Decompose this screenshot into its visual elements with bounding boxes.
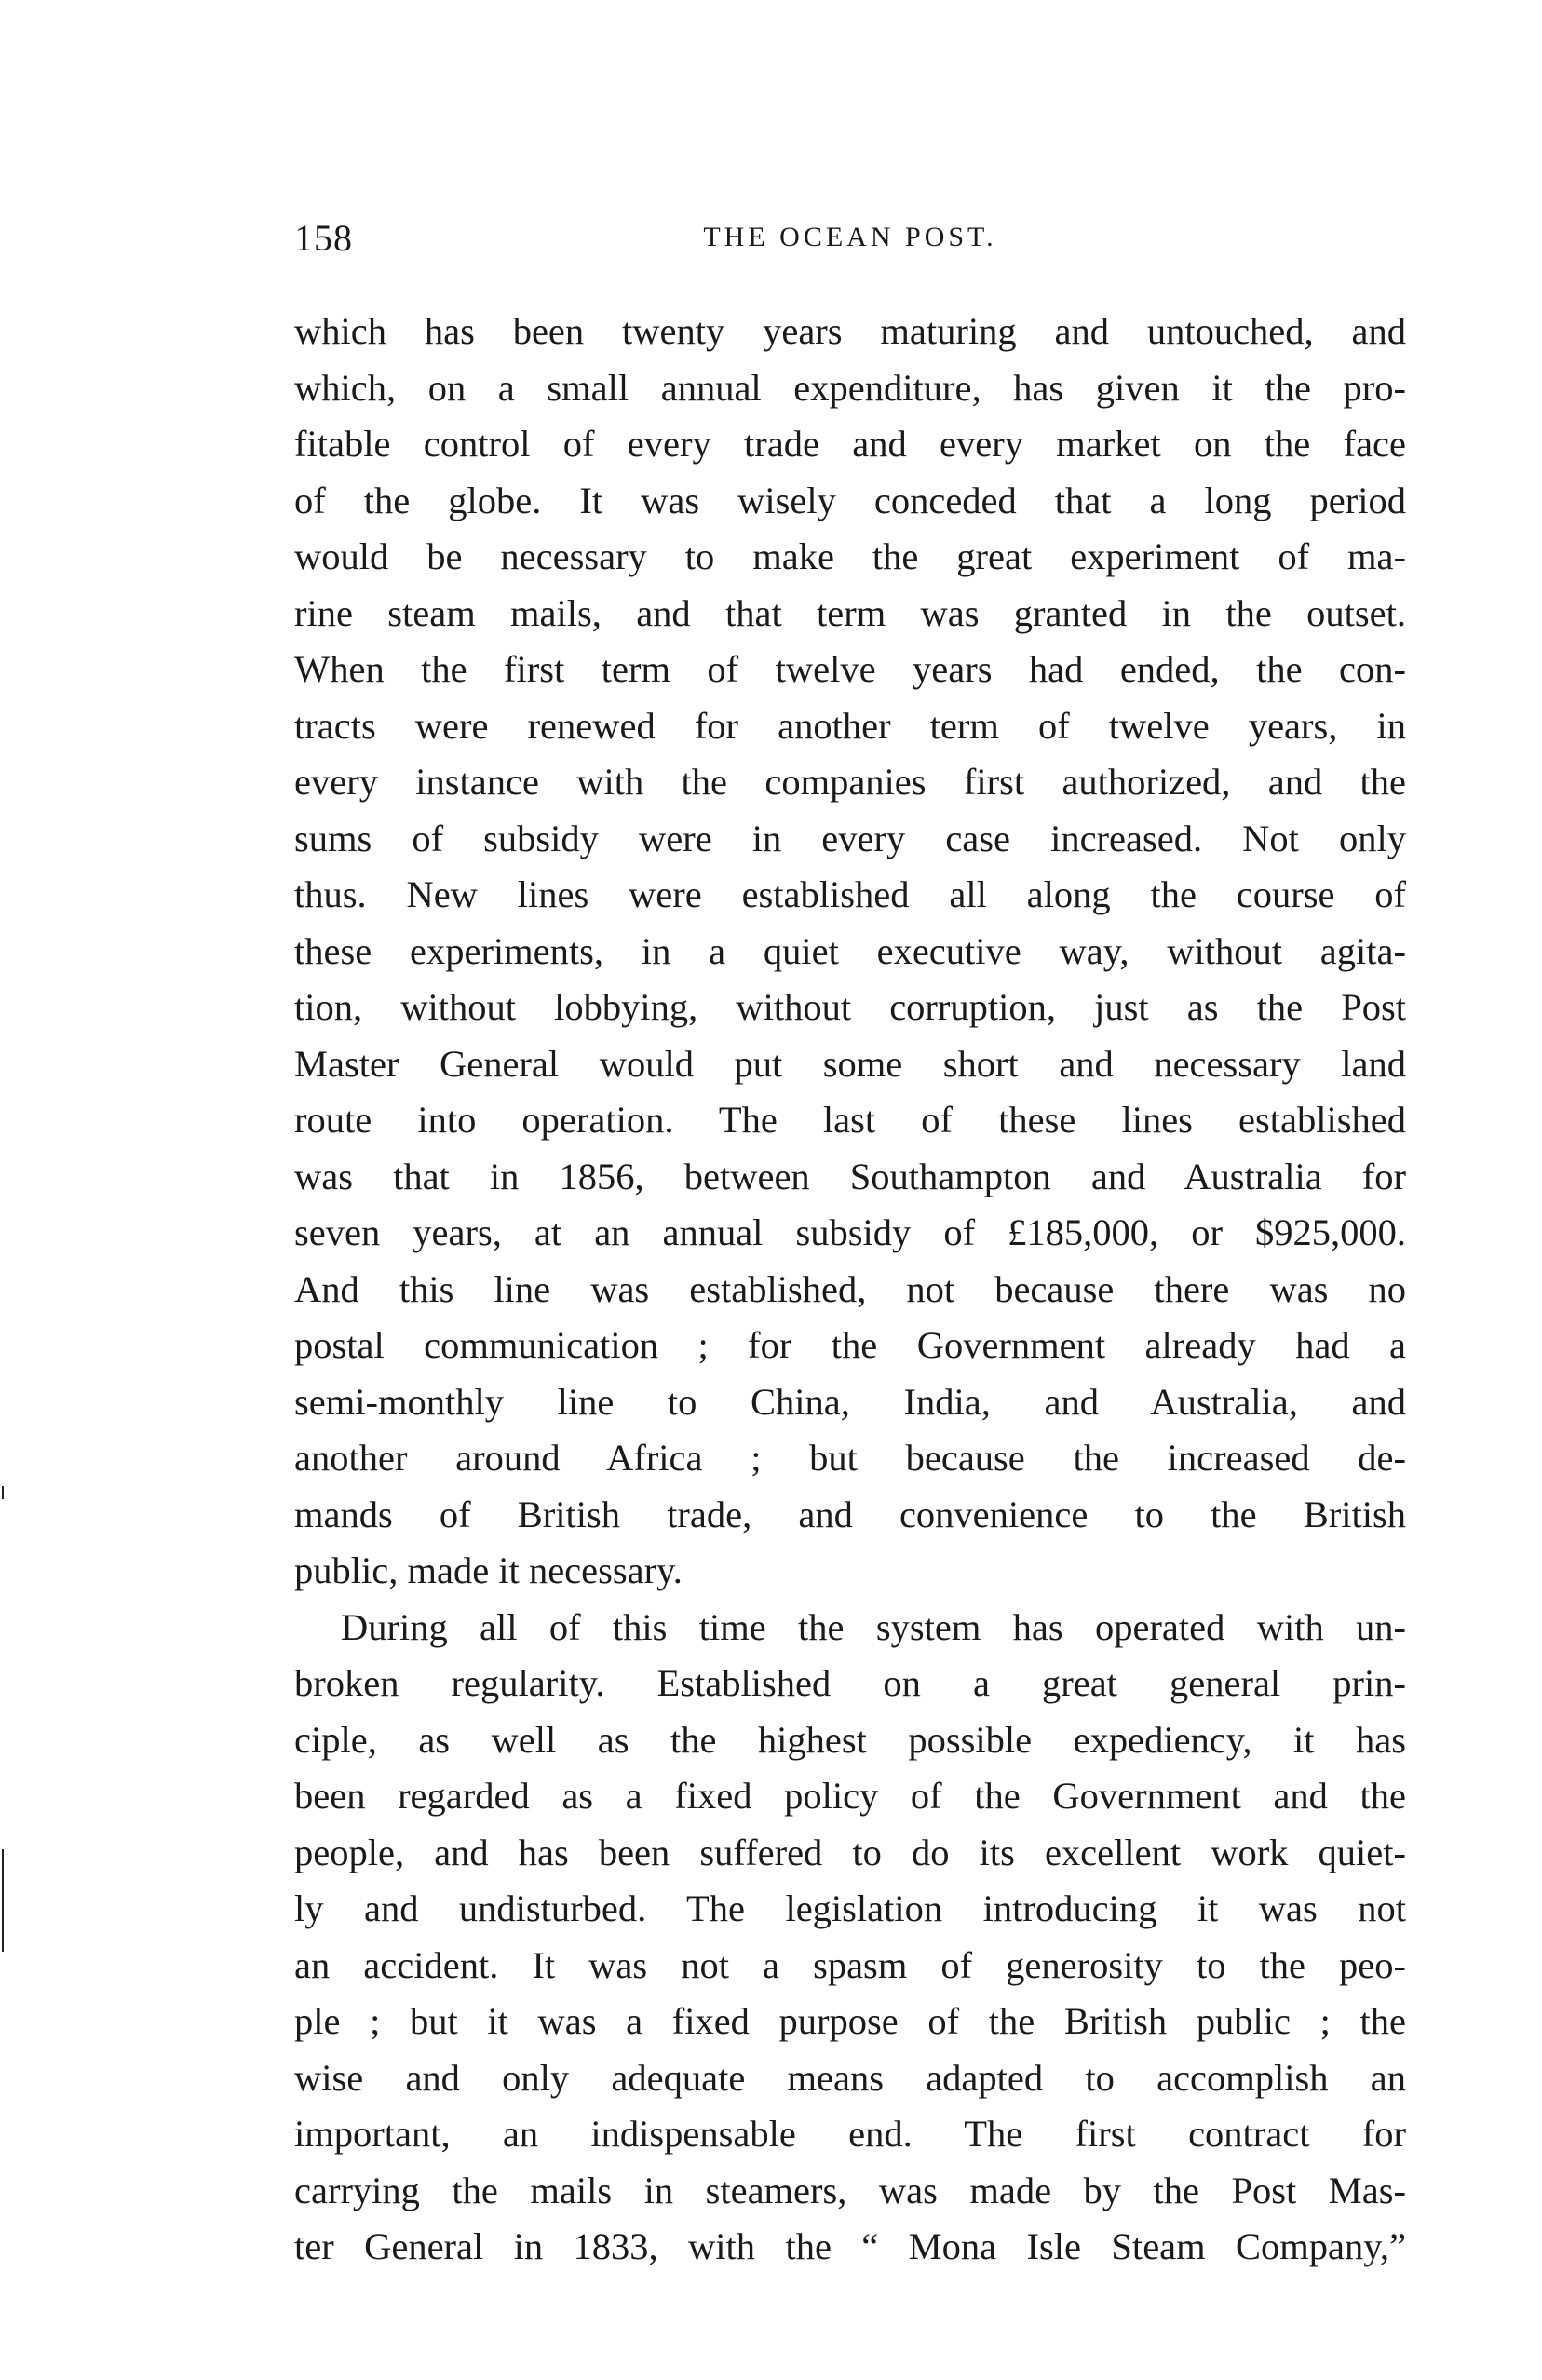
text-line: tion, without lobbying, without corruption, just as the Post <box>294 986 1406 1028</box>
text-line: broken regularity. Established on a great general prin- <box>294 1662 1406 1704</box>
body-text <box>294 304 1406 2276</box>
text-line: seven years, at an annual subsidy of £185,000, or $925,000. <box>294 1211 1406 1253</box>
text-line: every instance with the companies first authorized, and the <box>294 761 1406 803</box>
scan-margin-mark <box>2 1486 4 1499</box>
text-line: tracts were renewed for another term of twelve years, in <box>294 704 1406 747</box>
scan-margin-mark <box>2 1849 4 1952</box>
text-line: rine steam mails, and that term was granted in the outset. <box>294 591 1406 634</box>
text-line: postal communication ; for the Government already had a <box>294 1324 1406 1366</box>
text-line: Master General would put some short and necessary land <box>294 1042 1406 1085</box>
page-number: 158 <box>294 217 353 259</box>
text-line: route into operation. The last of these lines established <box>294 1099 1406 1141</box>
text-line: another around Africa ; but because the increased de- <box>294 1437 1406 1479</box>
text-line: ciple, as well as the highest possible expediency, it has <box>294 1718 1406 1761</box>
text-line: wise and only adequate means adapted to accomplish an <box>294 2056 1406 2099</box>
text-line: which, on a small annual expenditure, has given it the pro- <box>294 366 1406 409</box>
text-line: these experiments, in a quiet executive way, without agita- <box>294 929 1406 972</box>
text-line: ple ; but it was a fixed purpose of the British public ; the <box>294 2000 1406 2042</box>
text-line: was that in 1856, between Southampton and Australia for <box>294 1155 1406 1197</box>
paragraph-end-line: public, made it necessary. <box>294 1549 683 1591</box>
text-line: important, an indispensable end. The first contract for <box>294 2113 1406 2155</box>
text-line: mands of British trade, and convenience to the British <box>294 1493 1406 1535</box>
text-line: ly and undisturbed. The legislation introducing it was not <box>294 1887 1406 1929</box>
text-line: ter General in 1833, with the “ Mona Isle Steam Company,” <box>294 2225 1406 2267</box>
text-line: would be necessary to make the great experiment of ma- <box>294 535 1406 577</box>
text-line: When the first term of twelve years had ended, the con- <box>294 648 1406 690</box>
text-line: an accident. It was not a spasm of generosity to the peo- <box>294 1943 1406 1986</box>
text-line: fitable control of every trade and every market on the face <box>294 423 1406 465</box>
text-line: been regarded as a fixed policy of the Government and the <box>294 1775 1406 1817</box>
running-head <box>294 216 1406 272</box>
text-line: semi-monthly line to China, India, and Australia, and <box>294 1380 1406 1423</box>
paragraph-start-line: During all of this time the system has operated with un- <box>341 1605 1406 1648</box>
text-line: of the globe. It was wisely conceded that a long period <box>294 479 1406 521</box>
text-line: thus. New lines were established all along the course of <box>294 873 1406 915</box>
text-line: sums of subsidy were in every case increased. Not only <box>294 817 1406 859</box>
text-line: which has been twenty years maturing and untouched, and <box>294 310 1406 352</box>
running-title: THE OCEAN POST. <box>703 222 997 252</box>
text-line: carrying the mails in steamers, was made by the Post Mas- <box>294 2169 1406 2211</box>
text-line: people, and has been suffered to do its excellent work quiet- <box>294 1831 1406 1873</box>
text-line: And this line was established, not because there was no <box>294 1267 1406 1310</box>
